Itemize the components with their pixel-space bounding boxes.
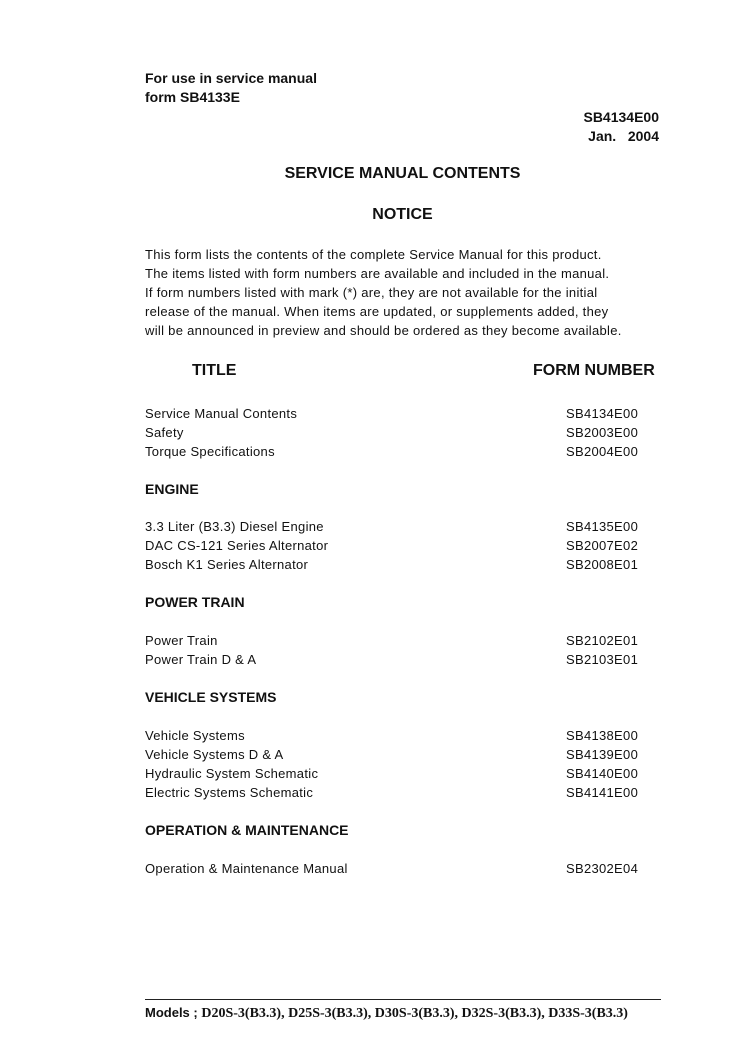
list-item [145, 633, 645, 652]
item-form-number: SB2008E01 [566, 557, 639, 572]
item-title: Hydraulic System Schematic [145, 766, 319, 781]
item-form-number: SB4140E00 [566, 766, 639, 781]
notice-line: This form lists the contents of the complete Service Manual for this product. [145, 247, 602, 262]
item-title: DAC CS-121 Series Alternator [145, 538, 329, 553]
for-use-line-2: form SB4133E [145, 89, 240, 105]
list-item [145, 444, 645, 463]
item-form-number: SB4138E00 [566, 728, 639, 743]
item-title: Safety [145, 425, 184, 440]
list-item [145, 766, 645, 785]
notice-body [145, 245, 665, 340]
list-item [145, 652, 645, 671]
item-title: Torque Specifications [145, 444, 275, 459]
item-form-number: SB2302E04 [566, 861, 639, 876]
list-item [145, 747, 645, 766]
item-title: Power Train [145, 633, 218, 648]
issue-date: Jan. 2004 [588, 128, 659, 144]
item-form-number: SB4139E00 [566, 747, 639, 762]
item-form-number: SB2102E01 [566, 633, 639, 648]
column-header-title: TITLE [192, 362, 237, 379]
footer-divider [145, 999, 661, 1000]
item-title: Vehicle Systems [145, 728, 245, 743]
notice-line: The items listed with form numbers are available and included in the manual. [145, 266, 610, 281]
item-title: Electric Systems Schematic [145, 785, 314, 800]
item-form-number: SB2004E00 [566, 444, 639, 459]
list-item [145, 785, 645, 804]
column-header-form-number: FORM NUMBER [533, 362, 655, 379]
section-heading-operation-maintenance: OPERATION & MAINTENANCE [145, 822, 349, 838]
form-number: SB4134E00 [583, 109, 659, 125]
item-form-number: SB4135E00 [566, 519, 639, 534]
notice-line: will be announced in preview and should be ordered as they become available. [145, 323, 622, 338]
list-item [145, 406, 645, 425]
list-item [145, 861, 645, 880]
page-title: SERVICE MANUAL CONTENTS [284, 165, 521, 182]
item-title: Service Manual Contents [145, 406, 298, 421]
for-use-line-1: For use in service manual [145, 70, 317, 86]
item-form-number: SB4134E00 [566, 406, 639, 421]
item-title: Power Train D & A [145, 652, 257, 667]
notice-line: release of the manual. When items are updated, or supplements added, they [145, 304, 609, 319]
item-form-number: SB2103E01 [566, 652, 639, 667]
section-heading-engine: ENGINE [145, 481, 199, 497]
notice-line: If form numbers listed with mark (*) are, they are not available for the initial [145, 285, 598, 300]
notice-heading: NOTICE [372, 206, 433, 223]
list-item [145, 519, 645, 538]
item-title: Operation & Maintenance Manual [145, 861, 348, 876]
list-item [145, 425, 645, 444]
models-label: Models ; [145, 1005, 198, 1020]
list-item [145, 728, 645, 747]
section-heading-power-train: POWER TRAIN [145, 594, 245, 610]
list-item [145, 557, 645, 576]
item-title: Bosch K1 Series Alternator [145, 557, 309, 572]
models-list: D20S-3(B3.3), D25S-3(B3.3), D30S-3(B3.3), D32S-3(B3.3), D33S-3(B3.3) [201, 1006, 628, 1021]
item-title: 3.3 Liter (B3.3) Diesel Engine [145, 519, 324, 534]
section-heading-vehicle-systems: VEHICLE SYSTEMS [145, 689, 277, 705]
models-footer [145, 1005, 628, 1022]
item-form-number: SB2007E02 [566, 538, 639, 553]
item-form-number: SB2003E00 [566, 425, 639, 440]
item-title: Vehicle Systems D & A [145, 747, 284, 762]
item-form-number: SB4141E00 [566, 785, 639, 800]
list-item [145, 538, 645, 557]
